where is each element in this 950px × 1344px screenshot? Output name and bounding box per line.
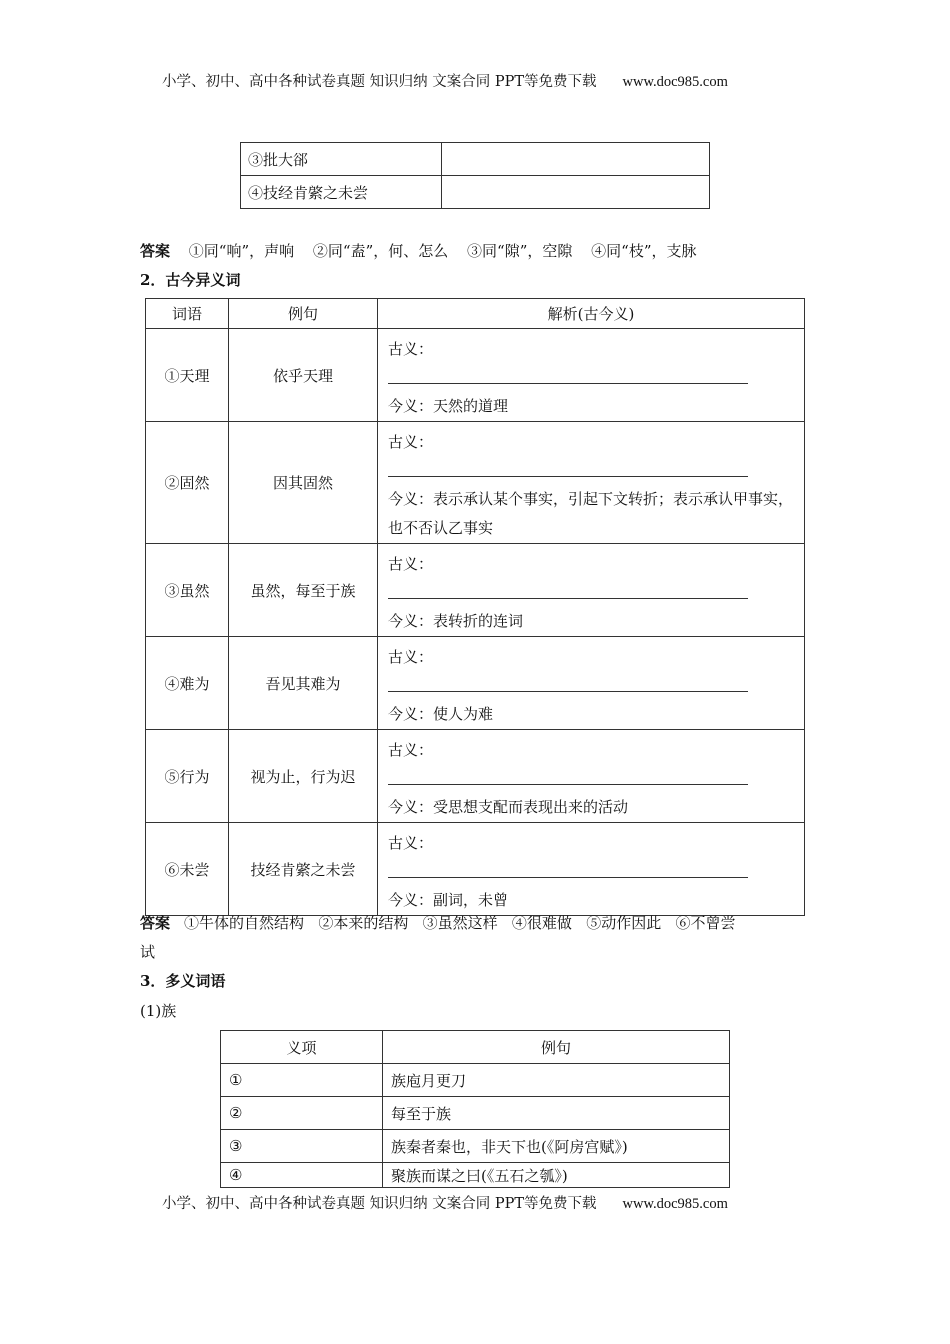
meaning-cell: ④ [221, 1163, 383, 1188]
header-url[interactable]: www.doc985.com [622, 74, 728, 90]
table-header-row [221, 1031, 730, 1064]
answer-label: 答案 [140, 914, 171, 932]
explanation-cell [378, 422, 805, 544]
modern-meaning: 今义：表转折的连词 [388, 612, 524, 630]
table-header-row [146, 299, 805, 329]
modern-meaning: 今义：使人为难 [388, 705, 494, 723]
word-cell: ⑤行为 [146, 730, 229, 823]
modern-meaning: 今义：副词，未曾 [388, 891, 509, 909]
answer-blank-line [388, 574, 748, 599]
table-row [146, 329, 805, 422]
example-cell: 技经肯綮之未尝 [229, 823, 378, 916]
answer-continuation: 试 [140, 943, 156, 961]
meaning-cell: ③ [221, 1130, 383, 1163]
table-cell-empty [442, 143, 710, 176]
page-header [162, 70, 728, 91]
example-cell: 每至于族 [383, 1097, 730, 1130]
table-cell: ③批大郤 [241, 143, 442, 176]
section-title: 3．多义词语 [140, 972, 226, 990]
table-row [221, 1064, 730, 1097]
answer-blank-line [388, 359, 748, 384]
column-header: 词语 [146, 299, 229, 329]
table-row [221, 1097, 730, 1130]
answer-label: 答案 [140, 242, 171, 260]
word-cell: ④难为 [146, 637, 229, 730]
column-header: 解析(古今义) [378, 299, 805, 329]
ancient-label: 古义： [388, 741, 434, 759]
example-cell: 依乎天理 [229, 329, 378, 422]
example-cell: 族庖月更刀 [383, 1064, 730, 1097]
table-row [146, 544, 805, 637]
table-cell: ④技经肯綮之未尝 [241, 176, 442, 209]
word-cell: ②固然 [146, 422, 229, 544]
column-header: 义项 [221, 1031, 383, 1064]
answer-item: ①同“响”，声响 [188, 242, 295, 260]
example-cell: 吾见其难为 [229, 637, 378, 730]
answer-item: ④同“枝”，支脉 [591, 242, 697, 260]
answer-item: ②同“盍”，何、怎么 [312, 242, 449, 260]
table-row [221, 1163, 730, 1188]
table-row [146, 637, 805, 730]
table-row [241, 176, 710, 209]
explanation-cell [378, 637, 805, 730]
answer-blank-line [388, 760, 748, 785]
modern-meaning: 今义：受思想支配而表现出来的活动 [388, 798, 629, 816]
table-gujin-yiyi [145, 298, 805, 916]
header-text: 小学、初中、高中各种试卷真题 知识归纳 文案合同 PPT等免费下载 [162, 74, 597, 90]
explanation-cell [378, 544, 805, 637]
page-footer [162, 1192, 728, 1213]
example-cell: 视为止，行为迟 [229, 730, 378, 823]
column-header: 例句 [229, 299, 378, 329]
answer-blank-line [388, 853, 748, 878]
word-cell: ①天理 [146, 329, 229, 422]
table-row [221, 1130, 730, 1163]
explanation-cell [378, 823, 805, 916]
meaning-cell: ① [221, 1064, 383, 1097]
modern-meaning: 今义：天然的道理 [388, 397, 509, 415]
example-cell: 因其固然 [229, 422, 378, 544]
table-cell-empty [442, 176, 710, 209]
meaning-cell: ② [221, 1097, 383, 1130]
answer-text: ①牛体的自然结构 ②本来的结构 ③虽然这样 ④很难做 ⑤动作因此 ⑥不曾尝 [184, 914, 736, 932]
subsection-title: (1)族 [140, 1002, 177, 1020]
table-duoyi-ci [220, 1030, 730, 1188]
modern-meaning: 今义：表示承认某个事实，引起下文转折；表示承认甲事实，也不否认乙事实 [388, 490, 794, 537]
table-row [146, 730, 805, 823]
answer-blank-line [388, 667, 748, 692]
example-cell: 族秦者秦也，非天下也(《阿房宫赋》) [383, 1130, 730, 1163]
table-row [146, 823, 805, 916]
column-header: 例句 [383, 1031, 730, 1064]
table-row [146, 422, 805, 544]
answer-gujin-yiyi [140, 912, 736, 934]
word-cell: ⑥未尝 [146, 823, 229, 916]
explanation-cell [378, 329, 805, 422]
section-title: 2．古今异义词 [140, 271, 241, 289]
ancient-label: 古义： [388, 433, 434, 451]
footer-url[interactable]: www.doc985.com [622, 1196, 728, 1212]
explanation-cell [378, 730, 805, 823]
table-tongjiazi-continued [240, 142, 710, 209]
ancient-label: 古义： [388, 555, 434, 573]
ancient-label: 古义： [388, 648, 434, 666]
answer-item: ③同“隙”，空隙 [467, 242, 573, 260]
word-cell: ③虽然 [146, 544, 229, 637]
footer-text: 小学、初中、高中各种试卷真题 知识归纳 文案合同 PPT等免费下载 [162, 1196, 597, 1212]
table-row [241, 143, 710, 176]
answer-blank-line [388, 452, 748, 477]
ancient-label: 古义： [388, 340, 434, 358]
example-cell: 虽然，每至于族 [229, 544, 378, 637]
answer-tongjiazi [140, 240, 697, 262]
ancient-label: 古义： [388, 834, 434, 852]
example-cell: 聚族而谋之曰(《五石之瓠》) [383, 1163, 730, 1188]
